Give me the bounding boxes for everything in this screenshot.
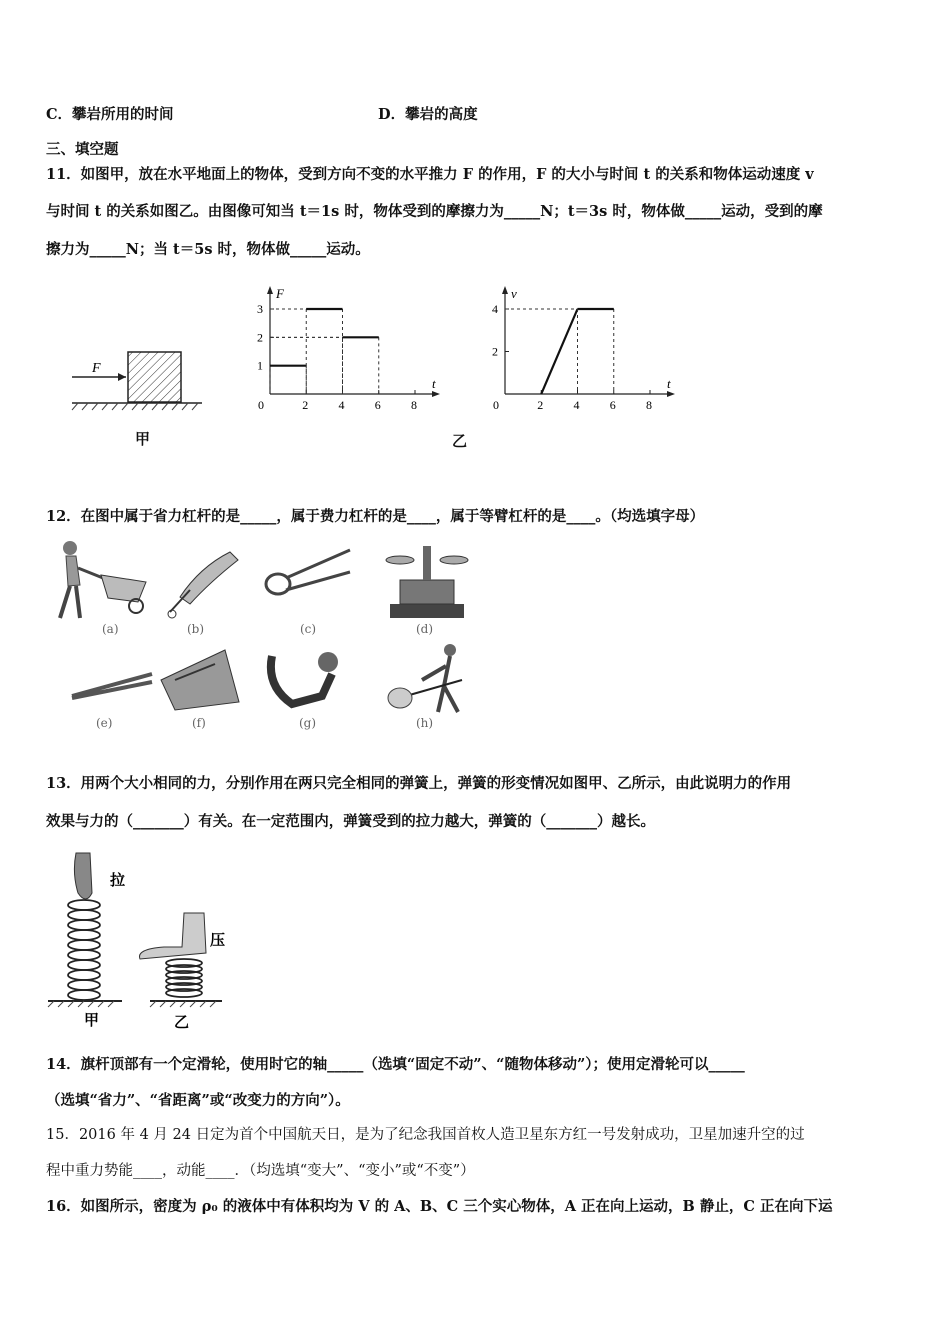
x-axis-label: t (667, 376, 671, 391)
vt-chart (480, 282, 680, 417)
x-axis-arrow (667, 391, 675, 397)
lever-tweezers (68, 668, 158, 708)
q13-line1: 13．用两个大小相同的力，分别作用在两只完全相同的弹簧上，弹簧的形变情况如图甲、乙所示，由此说明力的作用 (46, 775, 792, 792)
lever-caption: (g) (299, 716, 317, 730)
lever-arm (262, 646, 352, 716)
force-label: F (92, 361, 101, 376)
x-tick-label: 8 (411, 398, 417, 412)
lever-pincers (258, 542, 358, 632)
q12-text: 12．在图中属于省力杠杆的是_____，属于费力杠杆的是____，属于等臂杠杆的是____。（均选填字母） (46, 508, 705, 525)
lever-caption: (d) (416, 622, 434, 636)
data-segment (541, 309, 577, 394)
x-tick-label: 6 (374, 398, 381, 412)
q16-line1: 16．如图所示，密度为 ρ₀ 的液体中有体积均为 V 的 A、B、C 三个实心物体，A 正在向上运动，B 静止，C 正在向下运 (46, 1198, 833, 1215)
q15-line1: 15．2016 年 4 月 24 日定为首个中国航天日，是为了纪念我国首枚人造卫星东方红一号发射成功，卫星加速升空的过 (46, 1127, 805, 1143)
lever-balance (378, 538, 473, 633)
long-spring (68, 900, 100, 1000)
y-axis-arrow (502, 286, 508, 294)
x-tick-label: 2 (302, 398, 309, 412)
pressing-foot (140, 913, 207, 959)
y-axis-label: v (511, 286, 517, 301)
q15-line2: 程中重力势能____，动能____．（均选填“变大”、“变小”或“不变”） (46, 1163, 475, 1179)
q11-line2: 与时间 t 的关系如图乙。由图像可知当 t＝1s 时，物体受到的摩擦力为_____N；t＝3s 时，物体做_____运动，受到的摩 (46, 203, 823, 220)
lever-man-bar (382, 640, 482, 720)
x-tick-label: 6 (609, 398, 616, 412)
block (128, 352, 181, 402)
y-axis-arrow (267, 286, 273, 294)
lever-caption: (a) (102, 622, 119, 636)
label-pull: 拉 (110, 873, 126, 889)
x-tick-label: 4 (573, 398, 580, 412)
y-tick-label: 2 (257, 330, 263, 345)
q13-springs-figure (46, 843, 236, 1033)
q11-line3: 擦力为_____N；当 t＝5s 时，物体做_____运动。 (46, 241, 370, 258)
x-tick-label: 4 (338, 398, 345, 412)
y-axis-label: F (276, 286, 284, 301)
lever-stapler (155, 640, 245, 720)
x-tick-label: 2 (537, 398, 544, 412)
y-tick-label: 2 (492, 344, 498, 359)
label-yi: 乙 (174, 1015, 190, 1031)
lever-caption: (c) (300, 622, 317, 636)
q14-line1: 14．旗杆顶部有一个定滑轮，使用时它的轴_____（选填“固定不动”、“随物体移动”）；使用定滑轮可以_____ (46, 1056, 745, 1073)
lever-caption: (b) (187, 622, 205, 636)
lever-caption: (f) (192, 716, 206, 730)
q11-line1: 11．如图甲，放在水平地面上的物体，受到方向不变的水平推力 F 的作用，F 的大小与时间 t 的关系和物体运动速度 v (46, 166, 814, 183)
x-axis-arrow (432, 391, 440, 397)
lever-caption: (h) (416, 716, 434, 730)
option-d: D．攀岩的高度 (378, 106, 478, 123)
pulling-hand (74, 853, 92, 899)
lever-wheelbarrow (46, 540, 156, 640)
x-axis-label: t (432, 376, 436, 391)
fig-label-yi: 乙 (452, 432, 468, 450)
lever-caption: (e) (96, 716, 113, 730)
label-press: 压 (210, 933, 226, 949)
x-tick-label: 8 (646, 398, 652, 412)
q14-line2: （选填“省力”、“省距离”或“改变力的方向”）。 (46, 1092, 350, 1109)
lever-hand-tool (160, 542, 250, 632)
y-tick-label: 1 (257, 358, 263, 373)
y-tick-label: 3 (257, 302, 263, 316)
short-spring (166, 959, 202, 997)
option-c: C．攀岩所用的时间 (46, 106, 174, 123)
fig-label-jia: 甲 (135, 430, 151, 448)
x-tick-label: 0 (258, 398, 264, 412)
y-tick-label: 4 (492, 302, 498, 316)
ft-chart (245, 282, 445, 417)
section-title: 三、填空题 (46, 141, 119, 158)
label-jia: 甲 (84, 1013, 100, 1029)
q13-line2: 效果与力的（_______）有关。在一定范围内，弹簧受到的拉力越大，弹簧的（_______）越长。 (46, 813, 655, 830)
x-tick-label: 0 (493, 398, 499, 412)
q11-fig-block (68, 340, 208, 415)
